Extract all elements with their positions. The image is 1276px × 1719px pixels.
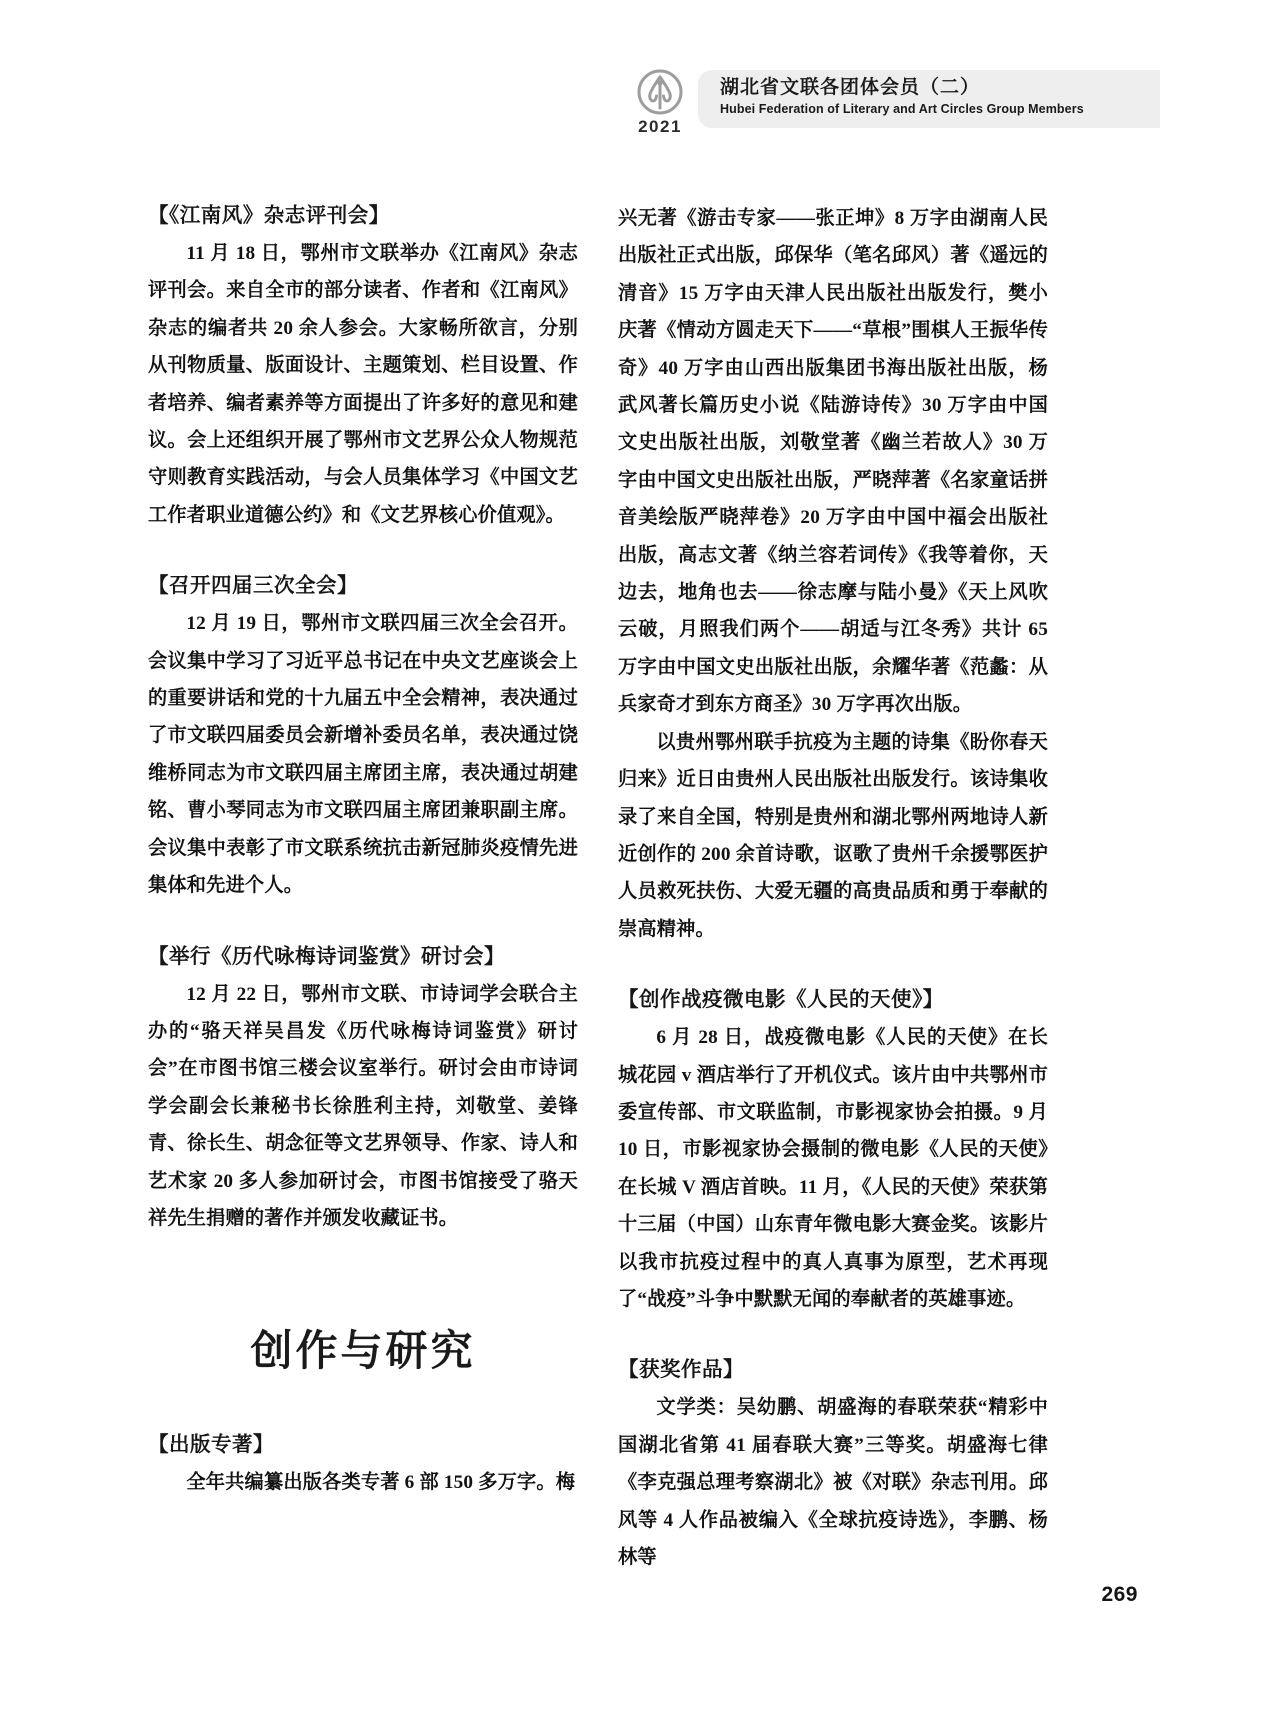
section-paragraph-continued: 兴无著《游击专家——张正坤》8 万字由湖南人民出版社正式出版，邱保华（笔名邱风）著《遥远的清音》15 万字由天津人民出版社出版发行，樊小庆著《情动方圆走天下——“草根”围棋人王振华传奇》40 万字由山西出版集团书海出版社出版，杨武风著长篇历史小说《陆游诗传》30 万字由中国文史出版社出版，刘敬堂著《幽兰若故人》30 万字由中国文史出版社出版，严晓萍著《名家童话拼音美绘版严晓萍卷》20 万字由中国中福会出版社出版，高志文著《纳兰容若词传》《我等着你，天边去，地角也去——徐志摩与陆小曼》《天上风吹云破，月照我们两个——胡适与江冬秀》共计 65 万字由中国文史出版社出版，余耀华著《范蠡：从兵家奇才到东方商圣》30 万字再次出版。 — [618, 208, 1048, 716]
section-heading-jiangnanfeng: 【《江南风》杂志评刊会】 — [148, 204, 390, 227]
logo-year: 2021 — [638, 117, 682, 136]
federation-emblem-icon — [636, 68, 684, 116]
section-paragraph: 12 月 22 日，鄂州市文联、市诗词学会联合主办的“骆天祥吴昌发《历代咏梅诗词鉴赏》研讨会”在市图书馆三楼会议室举行。研讨会由市诗词学会副会长兼秘书长徐胜利主持，刘敬堂、姜锋青、徐长生、胡念征等文艺界领导、作家、诗人和艺术家 20 多人参加研讨会，市图书馆接受了骆天祥先生捐赠的著作并颁发收藏证书。 — [148, 983, 578, 1229]
page-title: 创作与研究 — [250, 1327, 476, 1375]
logo-block — [620, 68, 700, 137]
section-heading-huojiangzuopin: 【获奖作品】 — [618, 1358, 744, 1382]
section-paragraph: 以贵州鄂州联手抗疫为主题的诗集《盼你春天归来》近日由贵州人民出版社出版发行。该诗集收录了来自全国，特别是贵州和湖北鄂州两地诗人新近创作的 200 余首诗歌，讴歌了贵州千余援鄂医护人员救死扶伤、大爱无疆的高贵品质和勇于奉献的崇高精神。 — [618, 731, 1048, 940]
award-category-label: 文学类： — [656, 1397, 737, 1419]
header-title-cn: 湖北省文联各团体会员（二） — [720, 77, 981, 98]
left-column — [148, 200, 578, 1502]
award-category-text: 吴幼鹏、胡盛海的春联荣获“精彩中国湖北省第 41 届春联大赛”三等奖。胡盛海七律《李克强总理考察湖北》被《对联》杂志刊用。邱风等 4 人作品被编入《全球抗疫诗选》，李鹏、杨林等 — [618, 1397, 1048, 1568]
page-number: 269 — [1101, 1583, 1138, 1606]
section-paragraph: 6 月 28 日，战疫微电影《人民的天使》在长城花园 v 酒店举行了开机仪式。该片由中共鄂州市委宣传部、市文联监制，市影视家协会拍摄。9 月 10 日，市影视家协会摄制的微电影《人民的天使》在长城 V 酒店首映。11 月，《人民的天使》荣获第十三届（中国）山东青年微电影大赛金奖。该影片以我市抗疫过程中的真人真事为原型，艺术再现了“战疫”斗争中默默无闻的奉献者的英雄事迹。 — [618, 1027, 1048, 1310]
section-heading-chubanzhuanzhu: 【出版专著】 — [148, 1433, 274, 1457]
section-paragraph-awards — [618, 1389, 1048, 1576]
section-heading-weidianying: 【创作战疫微电影《人民的天使》】 — [618, 988, 944, 1012]
section-paragraph: 11 月 18 日，鄂州市文联举办《江南风》杂志评刊会。来自全市的部分读者、作者和《江南风》杂志的编者共 20 余人参会。大家畅所欲言，分别从刊物质量、版面设计、主题策划、栏目设置、作者培养、编者素养等方面提出了许多好的意见和建议。会上还组织开展了鄂州市文艺界公众人物规范守则教育实践活动，与会人员集体学习《中国文艺工作者职业道德公约》和《文艺界核心价值观》。 — [148, 243, 578, 526]
section-heading-yongmei: 【举行《历代咏梅诗词鉴赏》研讨会】 — [148, 944, 505, 968]
section-paragraph: 全年共编纂出版各类专著 6 部 150 多万字。梅 — [186, 1472, 576, 1494]
section-heading-quanhui: 【召开四届三次全会】 — [148, 574, 358, 598]
page-header — [620, 68, 1140, 134]
section-paragraph: 12 月 19 日，鄂州市文联四届三次全会召开。会议集中学习了习近平总书记在中央文艺座谈会上的重要讲话和党的十九届五中全会精神，表决通过了市文联四届委员会新增补委员名单，表决通过饶维桥同志为市文联四届主席团主席，表决通过胡建铭、曹小琴同志为市文联四届主席团兼职副主席。会议集中表彰了市文联系统抗击新冠肺炎疫情先进集体和先进个人。 — [148, 613, 578, 897]
header-banner — [698, 70, 1160, 128]
right-column — [618, 200, 1048, 1576]
header-title-en: Hubei Federation of Literary and Art Circles Group Members — [720, 102, 1084, 116]
